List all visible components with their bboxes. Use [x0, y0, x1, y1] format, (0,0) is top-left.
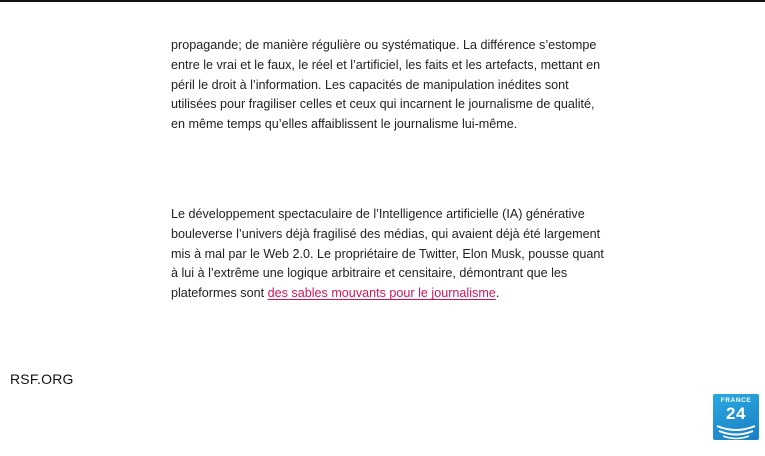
paragraph-line: propagande; de manière régulière ou systématique. La différence s’estompe: [171, 38, 597, 52]
wave-icon: [713, 422, 759, 440]
logo-number: 24: [726, 404, 746, 423]
paragraph-line: à lui à l’extrême une logique arbitraire et censitaire, démontrant que les: [171, 266, 568, 281]
paragraph-line: Le développement spectaculaire de l’Intelligence artificielle (IA) générative: [171, 207, 585, 221]
source-caption: RSF.ORG: [10, 371, 74, 387]
paragraph-line: mis à mal par le Web 2.0. Le propriétaire de Twitter, Elon Musk, pousse quant: [171, 246, 604, 261]
paragraph-line: en même temps qu’elles affaiblissent le journalisme lui-même.: [171, 117, 518, 132]
paragraph-line: entre le vrai et le faux, le réel et l’artificiel, les faits et les artefacts, mettant en: [171, 57, 601, 72]
logo-top-text: FRANCE: [720, 397, 752, 404]
paragraph-text: .: [495, 286, 500, 301]
france24-logo: [713, 394, 759, 440]
paragraph-last-line: [171, 284, 591, 304]
paragraph-text: plateformes sont: [171, 286, 268, 301]
article-paragraph-2: [171, 205, 604, 304]
article-paragraph-1: [171, 36, 601, 135]
paragraph-line: bouleverse l’univers déjà fragilisé des médias, qui avaient déjà été largement: [171, 226, 601, 241]
article-link[interactable]: des sables mouvants pour le journalisme: [267, 286, 496, 301]
paragraph-line: utilisées pour fragiliser celles et ceux qui incarnent le journalisme de qualité,: [171, 97, 595, 112]
paragraph-line: péril le droit à l’information. Les capacités de manipulation inédites sont: [171, 77, 569, 92]
top-divider: [0, 0, 765, 2]
